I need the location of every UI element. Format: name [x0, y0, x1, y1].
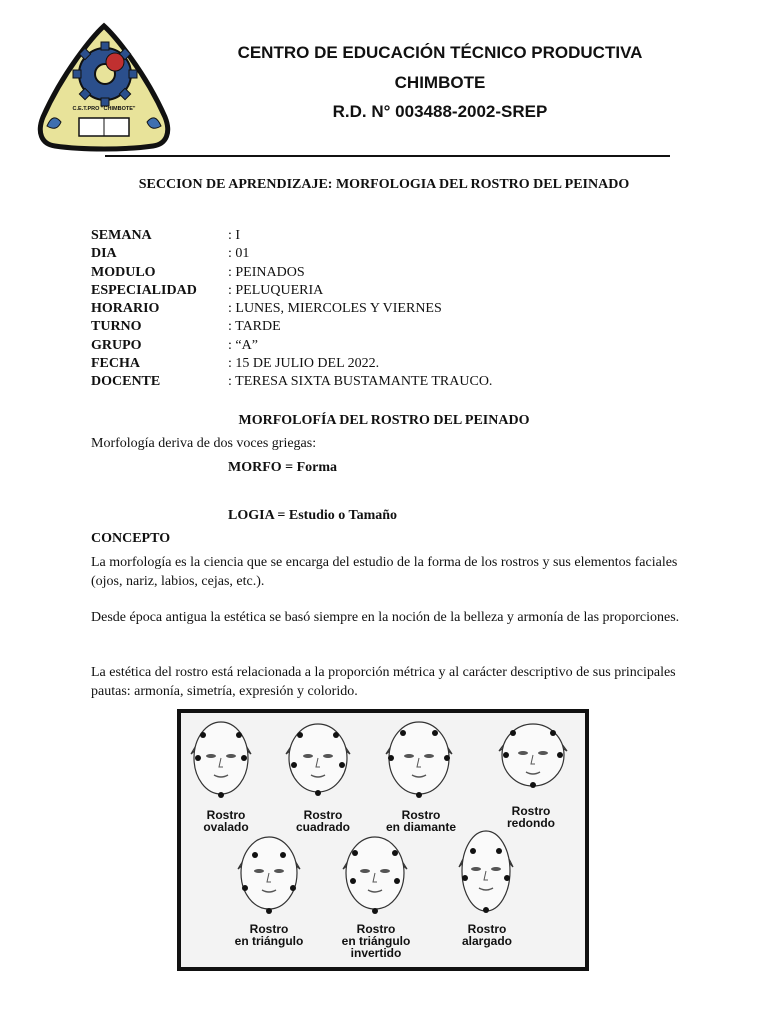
- info-key: FECHA: [91, 356, 140, 372]
- measurement-dot: [291, 762, 297, 768]
- logia-definition: LOGIA = Estudio o Tamaño: [228, 508, 398, 523]
- info-key: ESPECIALIDAD: [91, 282, 197, 298]
- face-label-line: en triángulo: [234, 934, 304, 948]
- face-label-line: Rostro: [356, 922, 396, 936]
- info-row: [91, 282, 492, 300]
- measurement-dot: [394, 878, 400, 884]
- face-label-redondo: [486, 805, 576, 829]
- measurement-dot: [550, 730, 556, 736]
- measurement-dot: [315, 790, 321, 796]
- measurement-dot: [504, 875, 510, 881]
- info-value: : 01: [228, 246, 250, 262]
- concepto-heading: CONCEPTO: [91, 531, 171, 546]
- info-value: : PELUQUERIA: [228, 282, 324, 298]
- info-row: [91, 245, 492, 263]
- paragraph-1: La morfología es la ciencia que se encarga del estudio de la forma de los rostros y sus elementos faciales (ojos, nariz, labios, cejas, etc.).: [91, 555, 678, 589]
- class-info-table: [91, 227, 492, 392]
- info-row: [91, 355, 492, 373]
- face-label-line: invertido: [350, 946, 402, 960]
- measurement-dot: [483, 907, 489, 913]
- measurement-dot: [218, 792, 224, 798]
- measurement-dot: [195, 755, 201, 761]
- info-value: : I: [228, 228, 241, 243]
- face-label-diamante: [371, 809, 471, 833]
- face-label-line: Rostro: [249, 922, 289, 936]
- face-label-ovalado: [186, 809, 266, 833]
- measurement-dot: [503, 752, 509, 758]
- face-ovalado: [191, 722, 251, 798]
- measurement-dot: [510, 730, 516, 736]
- info-value: : 15 DE JULIO DEL 2022.: [228, 356, 380, 372]
- measurement-dot: [392, 850, 398, 856]
- face-label-triangulo: [219, 923, 319, 947]
- section-title: SECCION DE APRENDIZAJE: MORFOLOGIA DEL ROSTRO DEL PEINADO: [138, 177, 630, 192]
- face-label-triangulo-invertido: [326, 923, 426, 959]
- face-alargado: [459, 831, 513, 913]
- face-label-cuadrado: [278, 809, 368, 833]
- face-shapes-figure: [177, 709, 589, 971]
- measurement-dot: [400, 730, 406, 736]
- info-value: : LUNES, MIERCOLES Y VIERNES: [228, 301, 442, 317]
- face-cuadrado: [286, 724, 350, 796]
- face-label-line: cuadrado: [295, 820, 350, 834]
- measurement-dot: [200, 732, 206, 738]
- header-divider: [105, 155, 670, 157]
- face-label-line: redondo: [507, 816, 555, 830]
- measurement-dot: [266, 908, 272, 914]
- measurement-dot: [236, 732, 242, 738]
- info-key: HORARIO: [91, 301, 160, 317]
- info-row: [91, 337, 492, 355]
- logo-caption: C.E.T.PRO "CHIMBOTE": [72, 106, 136, 112]
- measurement-dot: [352, 850, 358, 856]
- face-label-alargado: [439, 923, 535, 947]
- info-key: DIA: [91, 246, 117, 262]
- face-triangulo-invertido: [343, 837, 407, 914]
- measurement-dot: [470, 848, 476, 854]
- face-diamante: [386, 722, 452, 798]
- measurement-dot: [242, 885, 248, 891]
- info-row: [91, 300, 492, 318]
- info-key: DOCENTE: [91, 374, 161, 390]
- measurement-dot: [444, 755, 450, 761]
- info-row: [91, 227, 492, 245]
- measurement-dot: [462, 875, 468, 881]
- info-row: [91, 318, 492, 336]
- measurement-dot: [333, 732, 339, 738]
- intro-text: Morfología deriva de dos voces griegas:: [91, 436, 317, 451]
- measurement-dot: [416, 792, 422, 798]
- face-redondo: [499, 724, 567, 788]
- measurement-dot: [372, 908, 378, 914]
- measurement-dot: [557, 752, 563, 758]
- face-label-line: en diamante: [385, 820, 457, 834]
- face-label-line: Rostro: [303, 808, 343, 822]
- measurement-dot: [350, 878, 356, 884]
- measurement-dot: [530, 782, 536, 788]
- resolution-number: R.D. N° 003488-2002-SREP: [332, 102, 548, 121]
- measurement-dot: [297, 732, 303, 738]
- face-label-line: Rostro: [401, 808, 441, 822]
- face-label-line: Rostro: [511, 804, 551, 818]
- face-label-line: ovalado: [203, 820, 249, 834]
- face-label-line: Rostro: [206, 808, 246, 822]
- measurement-dot: [388, 755, 394, 761]
- info-value: : “A”: [228, 337, 258, 353]
- info-key: TURNO: [91, 319, 142, 335]
- institution-logo: [33, 22, 175, 152]
- measurement-dot: [241, 755, 247, 761]
- info-key: SEMANA: [91, 228, 152, 243]
- institution-name: CENTRO DE EDUCACIÓN TÉCNICO PRODUCTIVA: [237, 43, 643, 62]
- info-value: : PEINADOS: [228, 264, 305, 280]
- institution-city: CHIMBOTE: [394, 73, 486, 92]
- info-row: [91, 264, 492, 282]
- face-label-line: alargado: [461, 934, 512, 948]
- info-value: : TARDE: [228, 319, 281, 335]
- info-key: GRUPO: [91, 337, 142, 353]
- paragraph-3: La estética del rostro está relacionada a la proporción métrica y al carácter descriptivo de sus principales pautas: armonía, simetría, expresión y colorido.: [91, 665, 676, 699]
- face-label-line: Rostro: [467, 922, 507, 936]
- paragraph-2: Desde época antigua la estética se basó siempre en la noción de la belleza y armonía de las proporciones.: [91, 610, 680, 625]
- info-row: [91, 373, 492, 391]
- face-triangulo: [238, 837, 300, 914]
- morfo-definition: MORFO = Forma: [228, 460, 338, 475]
- measurement-dot: [339, 762, 345, 768]
- measurement-dot: [252, 852, 258, 858]
- face-label-line: en triángulo: [341, 934, 411, 948]
- body-heading: MORFOLOFÍA DEL ROSTRO DEL PEINADO: [238, 413, 530, 428]
- measurement-dot: [496, 848, 502, 854]
- measurement-dot: [432, 730, 438, 736]
- measurement-dot: [290, 885, 296, 891]
- measurement-dot: [280, 852, 286, 858]
- info-key: MODULO: [91, 264, 156, 280]
- info-value: : TERESA SIXTA BUSTAMANTE TRAUCO.: [228, 374, 493, 390]
